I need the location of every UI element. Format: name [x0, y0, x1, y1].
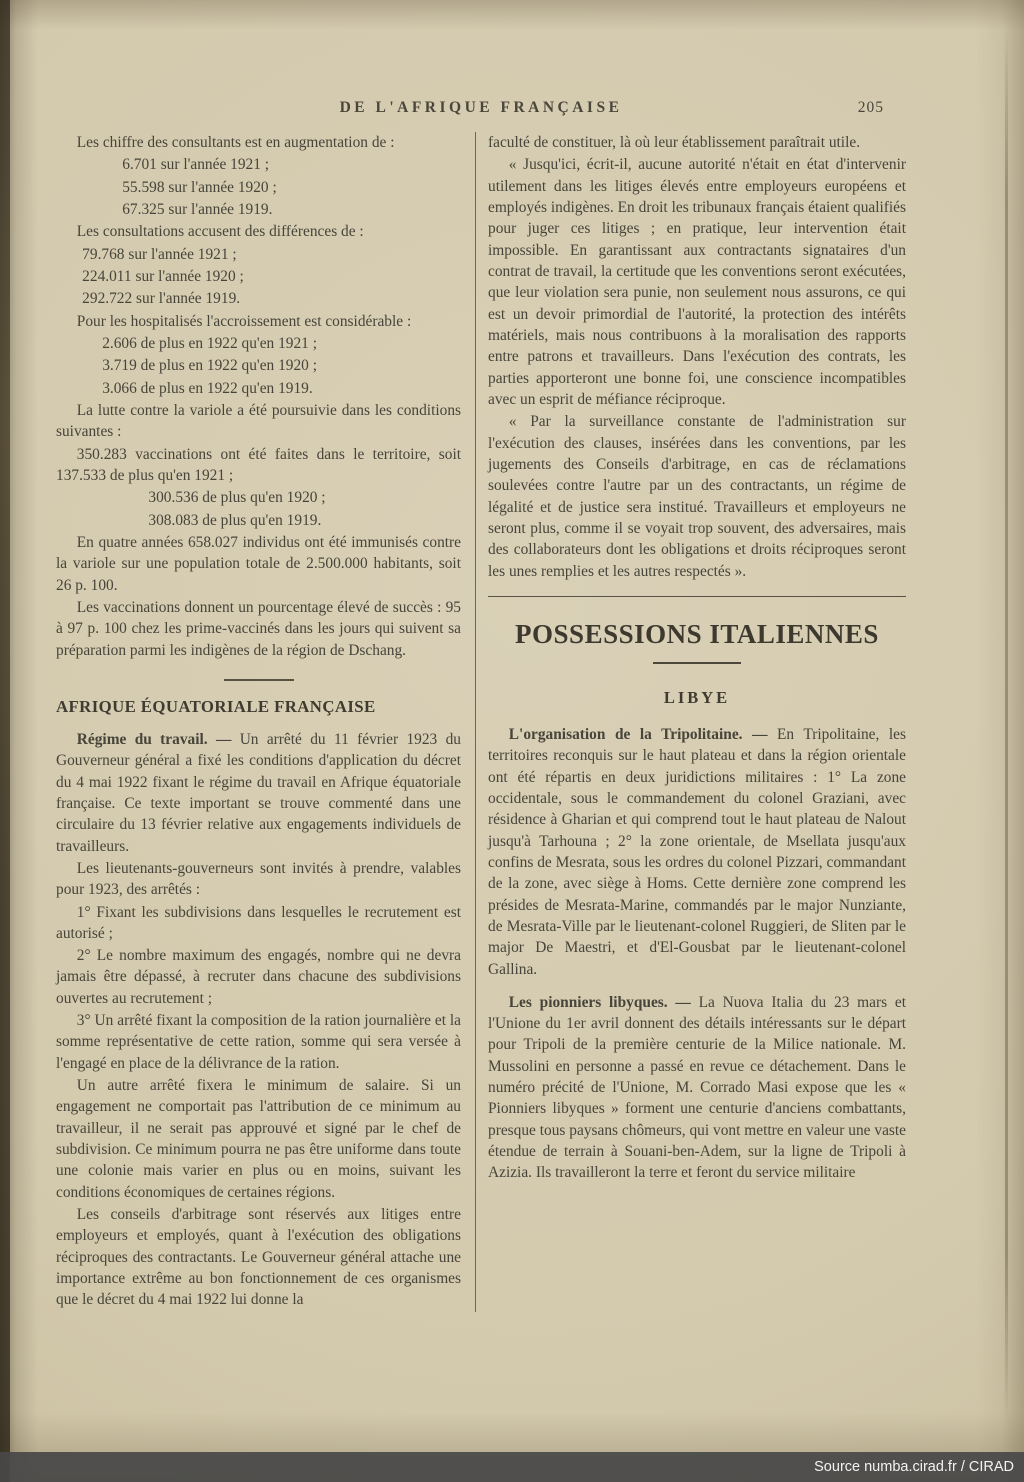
paragraph-variole: La lutte contre la variole a été poursuivie dans les conditions suivantes : — [56, 401, 461, 441]
paragraph-lead: Régime du travail. — — [76, 730, 240, 748]
left-column — [56, 132, 461, 1312]
stat-line: 55.598 sur l'année 1920 ; — [122, 178, 277, 196]
source-bar — [0, 1452, 1024, 1482]
stat-line: 300.536 de plus qu'en 1920 ; — [148, 489, 326, 507]
section-divider — [224, 679, 294, 681]
paragraph-consultants-intro: Les chiffre des consultants est en augmentation de : — [76, 134, 395, 151]
stat-line: 2.606 de plus en 1922 qu'en 1921 ; — [102, 334, 317, 352]
paragraph-consultations: Les consultations accusent des différences de : — [76, 223, 364, 241]
paragraph-faculte: faculté de constituer, là où leur établissement paraîtrait utile. — [488, 134, 861, 151]
paragraph-text: La Nuova Italia du 23 mars et l'Unione du 1er avril donnent des détails intéressants sur le départ pour Tripoli de la première centurie de la Milice nationale. M. Mussolini en personne a passé en revue ce détachement. Dans le numéro précité de l'Unione, M. Corrado Masi expose que les « Pionniers libyques » forment une centurie d'anciens combattants, presque tous paysans chômeurs, qui vont mettre en valeur une vaste étendue de terrain à Souani-ben-Adem, sur la ligne de Tripoli à Azizia. Ils travailleront la terre et feront du service militaire — [488, 993, 906, 1182]
page-number: 205 — [857, 99, 884, 116]
paragraph-arrete-3: 3° Un arrêté fixant la composition de la ration journalière et la somme représentative de cette ration, somme qui sera versée à l'engagé en place de la délivrance de la ration. — [56, 1012, 461, 1072]
source-attribution: Source numba.cirad.fr / CIRAD — [814, 1459, 1014, 1475]
paragraph-salaire: Un autre arrêté fixera le minimum de salaire. Si un engagement ne comportait pas l'attribution de ce minimum au travailleur, il ne serait pas approuvé et signé par le chef de subdivision. Ce minimum pourra ne pas être uniforme dans toute une colonie mais varier en plus ou en moins, suivant les conditions économiques de certaines régions. — [56, 1077, 461, 1201]
paragraph-vaccinations: 350.283 vaccinations ont été faites dans le territoire, soit 137.533 de plus qu'en 1921 ; — [56, 445, 461, 484]
page-edge-shadow — [1005, 30, 1008, 1420]
paragraph-hospitalises: Pour les hospitalisés l'accroissement est considérable : — [76, 312, 412, 330]
paragraph-quatre-annees: En quatre années 658.027 individus ont été immunisés contre la variole sur une population totale de 2.500.000 habitants, soit 26 p. 100. — [56, 533, 461, 594]
subsection-heading-libye: LIBYE — [663, 687, 731, 707]
stat-line: 3.066 de plus en 1922 qu'en 1919. — [102, 379, 313, 397]
stat-line: 224.011 sur l'année 1920 ; — [82, 267, 244, 285]
right-column — [488, 132, 906, 1312]
paragraph-regime — [56, 729, 461, 857]
binding-shadow — [0, 0, 10, 1482]
section-divider-long — [488, 596, 906, 597]
paragraph-quote-1: « Jusqu'ici, écrit-il, aucune autorité n'était en état d'intervenir utilement dans les litiges élevés entre employeurs européens et employés indigènes. En droit les tribunaux français étaient qualifiés pour juger ces litiges ; en pratique, leur intervention était impossible. En garantissant aux contractants signataires d'un contrat de travail, la certitude que les conventions seront exécutées, que leur violation sera punie, non seulement nous assurons, ce qui est un devoir primordial de l'autorité, la protection des intérêts matériels, mais nous contribuons à la moralisation des rapports entre patrons et travailleurs. Dans l'exécution des contrats, les parties apporteront une bonne foi, une conscience incompatibles avec un esprit de méfiance réciproque. — [488, 156, 906, 408]
paragraph-succes: Les vaccinations donnent un pourcentage élevé de succès : 95 à 97 p. 100 chez les prime-vaccinés dans les jours qui suivent sa préparation parmi les indigènes de la région de Dschang. — [56, 598, 461, 659]
stat-line: 308.083 de plus qu'en 1919. — [148, 511, 322, 529]
paragraph-conseils: Les conseils d'arbitrage sont réservés aux litiges entre employeurs et employés, quant à l'exécution des obligations réciproques des contractants. Le Gouverneur général attache une importance extrême au bon fonctionnement de ces organismes que le décret du 4 mai 1922 lui donne la — [56, 1206, 461, 1309]
stat-line: 79.768 sur l'année 1921 ; — [82, 245, 237, 263]
section-heading-aef: AFRIQUE ÉQUATORIALE FRANÇAISE — [56, 696, 376, 716]
paragraph-arrete-1: 1° Fixant les subdivisions dans lesquelles le recrutement est autorisé ; — [56, 903, 461, 942]
journal-title: DE L'AFRIQUE FRANÇAISE — [339, 99, 623, 116]
heading-underline — [653, 662, 741, 664]
paragraph-organisation — [488, 724, 906, 980]
page-body — [56, 132, 906, 1312]
paragraph-quote-2: « Par la surveillance constante de l'administration sur l'exécution des clauses, insérées dans les conventions, par les jugements des Conseils d'arbitrage, en cas de réclamations soulevées contre l'autre par un des contractants, un régime de légalité et de justice sera institué. Travailleurs et employeurs ne seront plus, comme il se voyait trop souvent, des adversaires, mais des collaborateurs dont les obligations et droits réciproques seront les unes remplies et les autres respectés ». — [488, 413, 906, 580]
page-header — [56, 99, 906, 117]
paragraph-arrete-2: 2° Le nombre maximum des engagés, nombre qui ne devra jamais être dépassé, à recruter dans chacune des subdivisions ouvertes au recrutement ; — [56, 947, 461, 1007]
paragraph-lieutenants: Les lieutenants-gouverneurs sont invités à prendre, valables pour 1923, des arrêtés : — [56, 859, 461, 899]
paragraph-text: En Tripolitaine, les territoires reconquis sur le haut plateau et dans la région orientale ont été répartis en deux juridictions militaires : 1° La zone occidentale, sous le commandement du colonel Graziani, avec résidence à Gharian et qui comprend tout le haut plateau de Nalout jusqu'à Tarhouna ; 2° la zone orientale, de Msellata jusqu'aux confins de Mesrata, sous les ordres du colonel Pizzari, commandant de la zone, avec siège à Homs. Cette dernière zone comprend les présides de Mesrata-Marine, commandés par le major Nunziante, de Mesrata-Ville par le lieutenant-colonel Ruggieri, de Sliten par le major De Maestri, et d'El-Gousbat par le lieutenant-colonel Gallina. — [488, 725, 906, 978]
stat-line: 6.701 sur l'année 1921 ; — [122, 156, 270, 174]
stat-line: 292.722 sur l'année 1919. — [82, 290, 241, 308]
column-divider — [475, 132, 476, 1312]
paragraph-lead: Les pionniers libyques. — — [508, 993, 699, 1011]
paragraph-pionniers — [488, 992, 906, 1184]
paragraph-text: Un arrêté du 11 février 1923 du Gouverneur général a fixé les conditions d'application du décret du 4 mai 1922 fixant le régime du travail en Afrique équatoriale française. Ce texte important se trouve commenté dans une circulaire du 13 février relative aux engagements individuels de travailleurs. — [56, 730, 461, 855]
paragraph-lead: L'organisation de la Tripolitaine. — — [508, 725, 778, 743]
stat-line: 67.325 sur l'année 1919. — [122, 200, 273, 218]
section-heading-possessions: POSSESSIONS ITALIENNES — [515, 618, 879, 649]
stat-line: 3.719 de plus en 1922 qu'en 1920 ; — [102, 357, 317, 375]
